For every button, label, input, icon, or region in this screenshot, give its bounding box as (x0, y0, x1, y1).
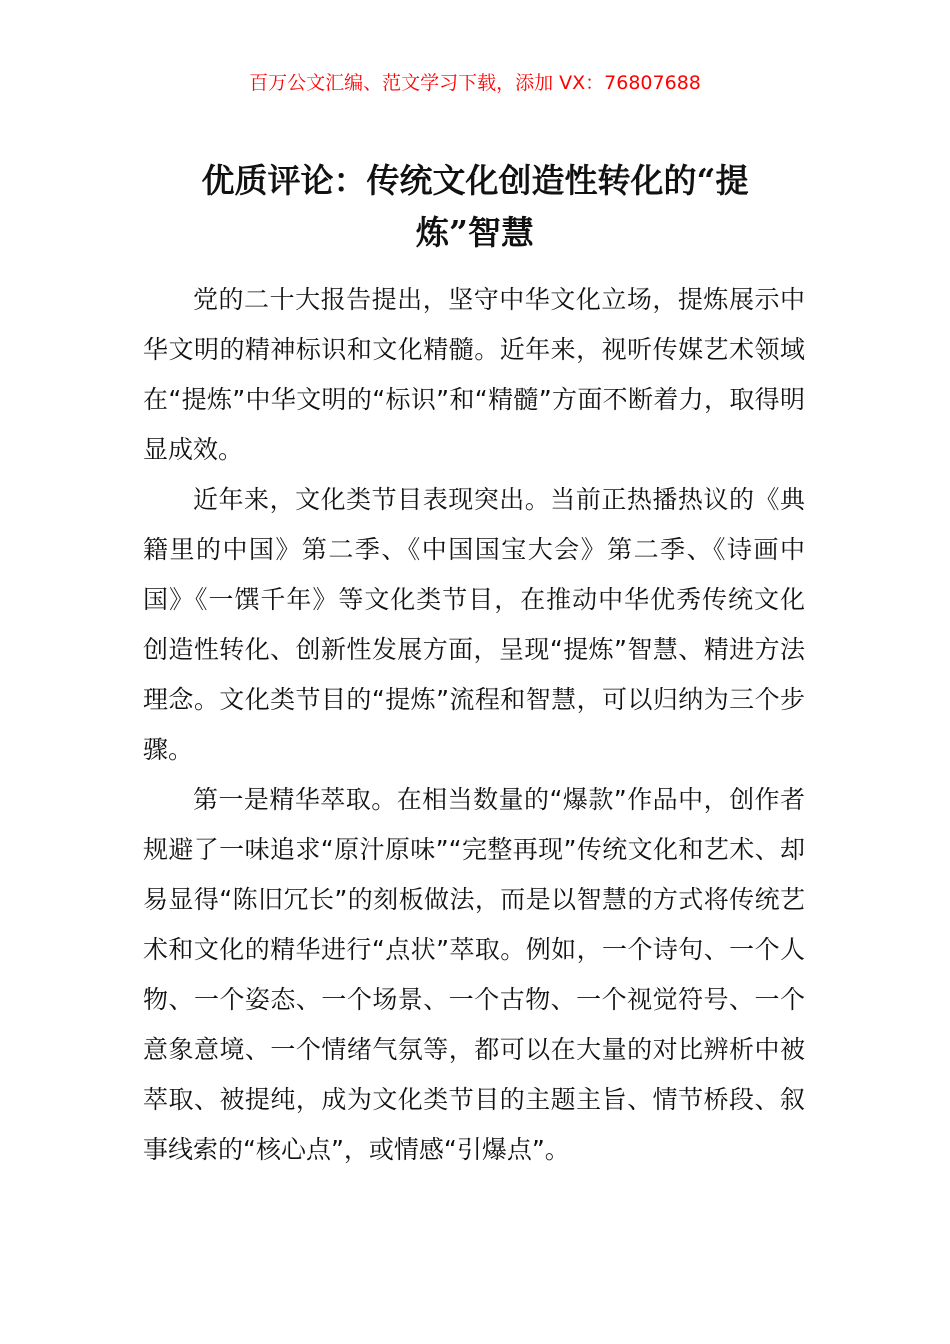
paragraph: 党的二十大报告提出，坚守中华文化立场，提炼展示中华文明的精神标识和文化精髓。近年来，视听传媒艺术领域在“提炼”中华文明的“标识”和“精髓”方面不断着力，取得明显成效。 (143, 285, 805, 464)
page-title: 优质评论：传统文化创造性转化的“提炼”智慧 (201, 161, 749, 252)
article-body (143, 275, 805, 1175)
paragraph: 第一是精华萃取。在相当数量的“爆款”作品中，创作者规避了一味追求“原汁原味”“完整再现”传统文化和艺术、却易显得“陈旧冗长”的刻板做法，而是以智慧的方式将传统艺术和文化的精华进行“点状”萃取。例如，一个诗句、一个人物、一个姿态、一个场景、一个古物、一个视觉符号、一个意象意境、一个情绪气氛等，都可以在大量的对比辨析中被萃取、被提纯，成为文化类节目的主题主旨、情节桥段、叙事线索的“核心点”，或情感“引爆点”。 (143, 785, 805, 1164)
header-banner: 百万公文汇编、范文学习下载，添加 VX：76807688 (249, 72, 701, 94)
paragraph: 近年来，文化类节目表现突出。当前正热播热议的《典籍里的中国》第二季、《中国国宝大会》第二季、《诗画中国》《一馔千年》等文化类节目，在推动中华优秀传统文化创造性转化、创新性发展方面，呈现“提炼”智慧、精进方法理念。文化类节目的“提炼”流程和智慧，可以归纳为三个步骤。 (143, 485, 805, 764)
